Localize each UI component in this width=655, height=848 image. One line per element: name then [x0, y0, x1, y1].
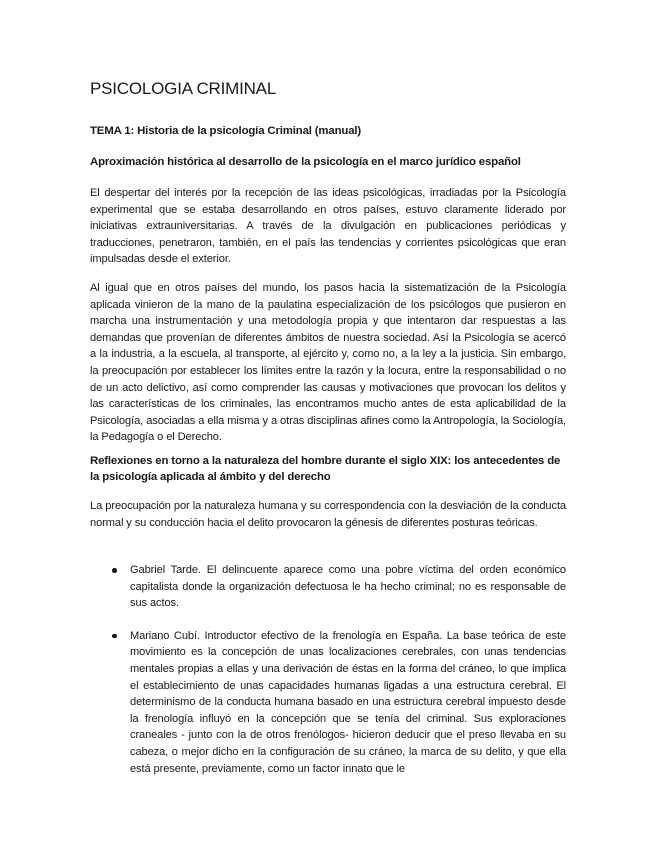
paragraph-despertar: El despertar del interés por la recepción de las ideas psicológicas, irradiadas por la Psicología experimental que se estaba desarrollando en otros países, estuvo claramente liderado por iniciativas extrauniversitarias. A través de la divulgación en publicaciones periódicas y traducciones, penetraron, también, en el país las tendencias y corrientes psicológicas que eran impulsadas desde el exterior.: [90, 187, 566, 266]
list-item-text: Gabriel Tarde. El delincuente aparece como una pobre víctima del orden económico capitalista donde la organización defectuosa le ha hecho criminal; no es responsable de sus actos.: [130, 564, 566, 610]
list-item-cubi: [90, 628, 566, 777]
document-title: PSICOLOGIA CRIMINAL: [90, 79, 277, 98]
section-heading-reflexiones: Reflexiones en torno a la naturaleza del hombre durante el siglo XIX: los antecedentes de la psicología aplicada al ámbito y del derecho: [90, 455, 561, 483]
topic-heading: TEMA 1: Historia de la psicología Criminal (manual): [90, 125, 362, 137]
paragraph-preocupacion: La preocupación por la naturaleza humana y su correspondencia con la desviación de la conducta normal y su conducción hacia el delito provocaron la génesis de diferentes posturas teóricas.: [90, 500, 566, 529]
authors-list: [90, 562, 566, 777]
paragraph-al-igual: Al igual que en otros países del mundo, los pasos hacia la sistematización de la Psicología aplicada vinieron de la mano de la paulatina especialización de los psicólogos que pusieron en marcha una instrumentación y una metodología propia y que intentaron dar respuestas a las demandas que provenían de diferentes ámbitos de nuestra sociedad. Así la Psicología se acercó a la industria, a la escuela, al transporte, al ejército y, como no, a la ley a la justicia. Sin embargo, la preocupación por establecer los límites entre la razón y la locura, entre la responsabilidad o no de un acto delictivo, así como comprender las causas y motivaciones que provocan los delitos y las características de los criminales, las encontramos mucho antes de esta aplicabilidad de la Psicología, asociadas a ella misma y a otras disciplinas afines como la Antropología, la Sociología, la Pedagogía o el Derecho.: [90, 282, 566, 444]
section-heading-aproximacion: Aproximación histórica al desarrollo de la psicología en el marco jurídico español: [90, 156, 521, 168]
list-item-tarde: [90, 562, 566, 612]
list-item-text: Mariano Cubí. Introductor efectivo de la frenología en España. La base teórica de este movimiento es la concepción de unas localizaciones cerebrales, con unas tendencias mentales propias a ellas y una derivación de éstas en la forma del cráneo, lo que implica el establecimiento de unas capacidades humanas ligadas a una estructura cerebral. El determinismo de la conducta humana basado en una estructura cerebral impuesto desde la frenología influyó en la concepción que se tenía del criminal. Sus exploraciones craneales - junto con la de otros frenólogos- hicieron deducir que el preso llevaba en su cabeza, o mejor dicho en la configuración de su cráneo, la marca de su delito, y que ella está presente, previamente, como un factor innato que le: [130, 629, 566, 775]
bullet-icon: [112, 634, 117, 639]
bullet-icon: [112, 568, 117, 573]
